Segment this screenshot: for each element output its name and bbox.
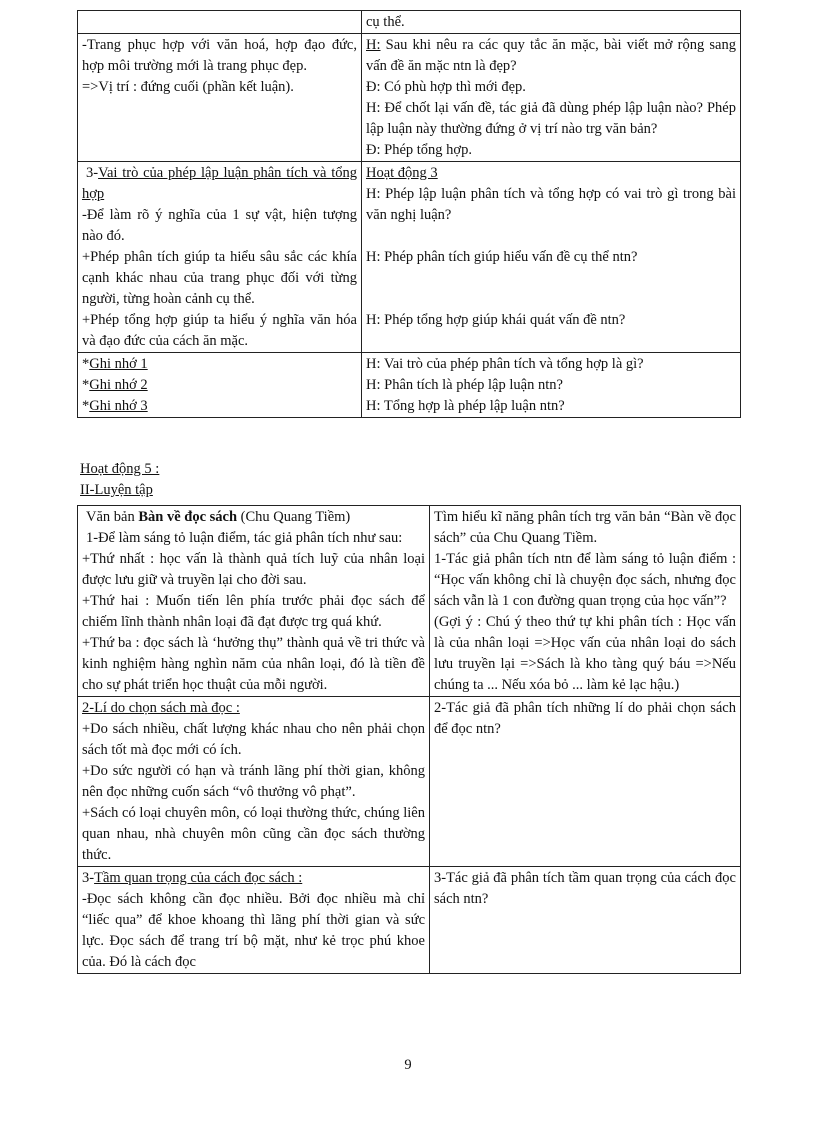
page-number: 9 bbox=[404, 1057, 412, 1073]
cell-right bbox=[430, 506, 741, 697]
cell-right bbox=[362, 11, 741, 34]
question-label: H: bbox=[366, 37, 381, 53]
cell-text: (Gợi ý : Chú ý theo thứ tự khi phân tích : Học vấn là của nhân loại =>Học vấn của nhân loại do sách lưu truyền lại =>Sách là kho tàng quý báu =>Nếu chúng ta ... Nếu xóa bỏ ... làm kẻ lạc hậu.) bbox=[434, 614, 736, 693]
table-row bbox=[78, 353, 741, 418]
analysis-table-1 bbox=[77, 10, 741, 418]
cell-text: H: Tổng hợp là phép lập luận ntn? bbox=[366, 398, 565, 414]
cell-text: +Thứ ba : đọc sách là ‘hưởng thụ” thành quả về tri thức và kinh nghiệm hàng nghìn năm của nhân loại, đó là tiền đề cho sự phát triển học thuật của mỗi người. bbox=[82, 635, 425, 693]
question-text: Sau khi nêu ra các quy tắc ăn mặc, bài viết mở rộng sang vấn đề ăn mặc ntn là đẹp? bbox=[366, 37, 736, 74]
table-row bbox=[78, 867, 741, 974]
section-number: 3- bbox=[82, 870, 95, 886]
section-number: 3- bbox=[86, 165, 99, 181]
cell-text: -Đọc sách không cần đọc nhiều. Bởi đọc nhiều mà chỉ “liếc qua” để khoe khoang thì lãng phí thời gian và sức lực. Đọc sách để trang trí bộ mặt, như kẻ trọc phú khoe của. Đó là cách đọc bbox=[82, 891, 425, 970]
cell-text: Đ: Phép tổng hợp. bbox=[366, 142, 472, 158]
cell-left bbox=[78, 506, 430, 697]
cell-left bbox=[78, 353, 362, 418]
cell-text: +Sách có loại chuyên môn, có loại thường thức, chúng liên quan nhau, nhà chuyên môn cũng cần đọc sách thường thức. bbox=[82, 805, 425, 863]
cell-right bbox=[362, 162, 741, 353]
cell-text: =>Vị trí : đứng cuối (phần kết luận). bbox=[82, 79, 294, 95]
cell-text bbox=[366, 35, 736, 77]
title-prefix: Văn bản bbox=[86, 509, 139, 525]
section-title-text: Tầm quan trọng của cách đọc sách : bbox=[94, 870, 303, 886]
section-heading: II-Luyện tập bbox=[80, 482, 153, 498]
star-bullet: * bbox=[82, 377, 90, 393]
note-label: Ghi nhớ 2 bbox=[89, 377, 148, 393]
cell-right bbox=[362, 34, 741, 162]
table-row bbox=[78, 506, 741, 697]
activity-heading: Hoạt động 5 : bbox=[80, 461, 160, 477]
section-title bbox=[82, 163, 357, 205]
cell-text: +Do sách nhiều, chất lượng khác nhau cho nên phải chọn sách tốt mà đọc mới có ích. bbox=[82, 721, 425, 758]
cell-left bbox=[78, 867, 430, 974]
cell-right bbox=[362, 353, 741, 418]
note-item bbox=[82, 375, 357, 396]
cell-left bbox=[78, 697, 430, 867]
note-item bbox=[82, 396, 357, 417]
activity-title: Hoạt động 3 bbox=[366, 165, 438, 181]
cell-left bbox=[78, 34, 362, 162]
cell-text: +Thứ nhất : học vấn là thành quả tích luỹ của nhân loại được lưu giữ và truyền lại cho đời sau. bbox=[82, 551, 425, 588]
table-row bbox=[78, 34, 741, 162]
cell-left bbox=[78, 162, 362, 353]
cell-text: -Trang phục hợp với văn hoá, hợp đạo đức, hợp môi trường mới là trang phục đẹp. bbox=[82, 37, 357, 74]
table-row bbox=[78, 11, 741, 34]
spacer bbox=[366, 268, 736, 310]
cell-text: Tìm hiểu kĩ năng phân tích trg văn bản “Bàn về đọc sách” của Chu Quang Tiềm. bbox=[434, 509, 736, 546]
star-bullet: * bbox=[82, 398, 90, 414]
note-label: Ghi nhớ 1 bbox=[89, 356, 148, 372]
cell-text: H: Phép tổng hợp giúp khái quát vấn đề ntn? bbox=[366, 312, 626, 328]
section-title bbox=[82, 868, 425, 889]
cell-left bbox=[78, 11, 362, 34]
cell-text: H: Phép phân tích giúp hiểu vấn đề cụ thể ntn? bbox=[366, 249, 638, 265]
cell-text: H: Phân tích là phép lập luận ntn? bbox=[366, 377, 563, 393]
section-title: 2-Lí do chọn sách mà đọc : bbox=[82, 700, 240, 716]
cell-text: +Phép phân tích giúp ta hiểu sâu sắc các khía cạnh khác nhau của trang phục đối với từng người, từng hoàn cảnh cụ thể. bbox=[82, 249, 357, 307]
cell-text: +Do sức người có hạn và tránh lãng phí thời gian, không nên đọc những cuốn sách “vô thưởng vô phạt”. bbox=[82, 763, 425, 800]
cell-text: +Phép tổng hợp giúp ta hiểu ý nghĩa văn hóa và đạo đức của cách ăn mặc. bbox=[82, 312, 357, 349]
cell-text: H: Để chốt lại vấn đề, tác giả đã dùng phép lập luận nào? Phép lập luận này thường đứng ở vị trí nào trg văn bản? bbox=[366, 100, 736, 137]
cell-text: 2-Tác giả đã phân tích những lí do phải chọn sách để đọc ntn? bbox=[434, 700, 736, 737]
table-row bbox=[78, 697, 741, 867]
cell-right bbox=[430, 867, 741, 974]
cell-text: cụ thể. bbox=[366, 14, 405, 30]
cell-right bbox=[430, 697, 741, 867]
book-title: Bàn về đọc sách bbox=[138, 509, 238, 525]
spacer bbox=[366, 226, 736, 247]
cell-text: Đ: Có phù hợp thì mới đẹp. bbox=[366, 79, 526, 95]
analysis-table-2 bbox=[77, 505, 741, 974]
cell-text: 1-Để làm sáng tỏ luận điểm, tác giả phân tích như sau: bbox=[86, 530, 403, 546]
note-label: Ghi nhớ 3 bbox=[89, 398, 148, 414]
star-bullet: * bbox=[82, 356, 90, 372]
cell-text: -Để làm rõ ý nghĩa của 1 sự vật, hiện tượng nào đó. bbox=[82, 207, 357, 244]
cell-text: H: Vai trò của phép phân tích và tổng hợp là gì? bbox=[366, 356, 644, 372]
cell-text: H: Phép lập luận phân tích và tổng hợp có vai trò gì trong bài văn nghị luận? bbox=[366, 186, 736, 223]
text-title bbox=[82, 507, 425, 528]
table-row bbox=[78, 162, 741, 353]
cell-text: +Thứ hai : Muốn tiến lên phía trước phải đọc sách để chiếm lĩnh thành nhân loại đã đạt được trg quá khứ. bbox=[82, 593, 425, 630]
note-item bbox=[82, 354, 357, 375]
cell-text: 1-Tác giả phân tích ntn để làm sáng tỏ luận điểm : “Học vấn không chỉ là chuyện đọc sách, nhưng đọc sách vẫn là 1 con đường quan trọng của học vấn”? bbox=[434, 551, 736, 609]
section-title-text: Vai trò của phép lập luận phân tích và tổng hợp bbox=[82, 165, 357, 202]
author: (Chu Quang Tiềm) bbox=[237, 509, 351, 525]
cell-text: 3-Tác giả đã phân tích tầm quan trọng của cách đọc sách ntn? bbox=[434, 870, 736, 907]
